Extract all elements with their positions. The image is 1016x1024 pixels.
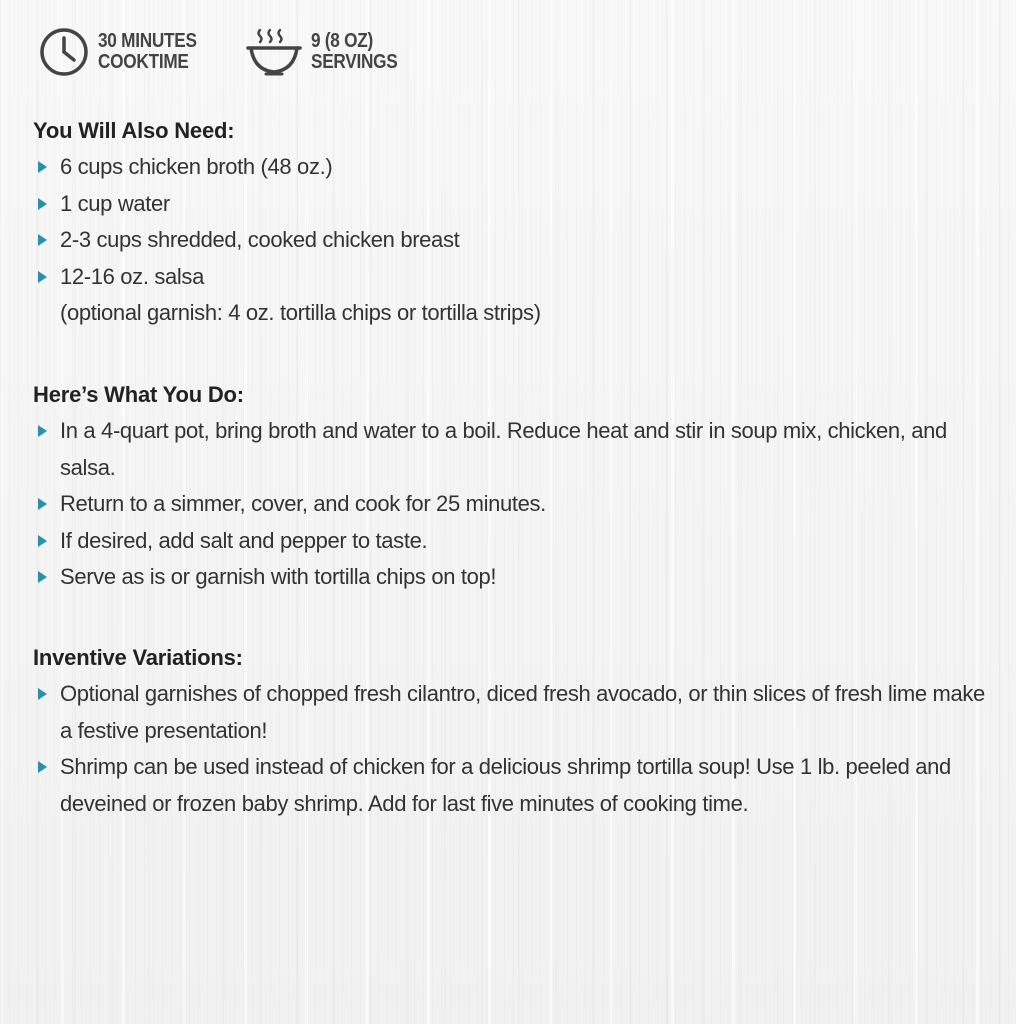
list-item: If desired, add salt and pepper to taste. [33,523,993,560]
cooktime-label: COOKTIME [98,51,189,73]
servings-info [243,24,412,80]
list-item: In a 4-quart pot, bring broth and water to a boil. Reduce heat and stir in soup mix, chicken, and salsa. [33,413,993,486]
list-item: 2-3 cups shredded, cooked chicken breast [33,222,993,259]
optional-garnish-note: (optional garnish: 4 oz. tortilla chips or tortilla strips) [60,300,541,325]
bullet-arrow-icon [38,498,47,510]
bullet-arrow-icon [38,761,47,773]
cooktime-text [98,31,197,73]
section-title-variations: Inventive Variations: [33,645,243,670]
clock-icon [36,24,92,80]
bullet-arrow-icon [38,571,47,583]
bowl-icon [243,24,305,80]
recipe-page [33,24,993,816]
section-title-steps: Here’s What You Do: [33,382,244,407]
cooktime-info [36,24,213,80]
list-item: Serve as is or garnish with tortilla chips on top! [33,559,993,596]
cooktime-value: 30 MINUTES [98,30,197,52]
list-item: Optional garnishes of chopped fresh cilantro, diced fresh avocado, or thin slices of fresh lime make a festive presentation! [33,676,993,749]
servings-text [311,31,398,73]
inventive-variations-section [33,644,993,822]
list-item: Return to a simmer, cover, and cook for 25 minutes. [33,486,993,523]
list-item: 1 cup water [33,186,993,223]
servings-value: 9 (8 OZ) [310,30,373,52]
list-item: 6 cups chicken broth (48 oz.) [33,149,993,186]
variations-list [33,676,993,822]
you-will-also-need-section [33,117,993,332]
steps-list [33,413,993,596]
bullet-arrow-icon [38,198,47,210]
bullet-arrow-icon [38,425,47,437]
list-item: Shrimp can be used instead of chicken for a delicious shrimp tortilla soup! Use 1 lb. peeled and deveined or frozen baby shrimp. Add for last five minutes of cooking time. [33,749,993,822]
need-list [33,149,993,295]
list-item: 12-16 oz. salsa [33,259,993,296]
bullet-arrow-icon [38,234,47,246]
heres-what-you-do-section [33,381,993,596]
bullet-arrow-icon [38,535,47,547]
bullet-arrow-icon [38,161,47,173]
bullet-arrow-icon [38,271,47,283]
section-title-need: You Will Also Need: [33,118,235,143]
bullet-arrow-icon [38,688,47,700]
recipe-meta [36,24,993,80]
servings-label: SERVINGS [310,51,398,73]
